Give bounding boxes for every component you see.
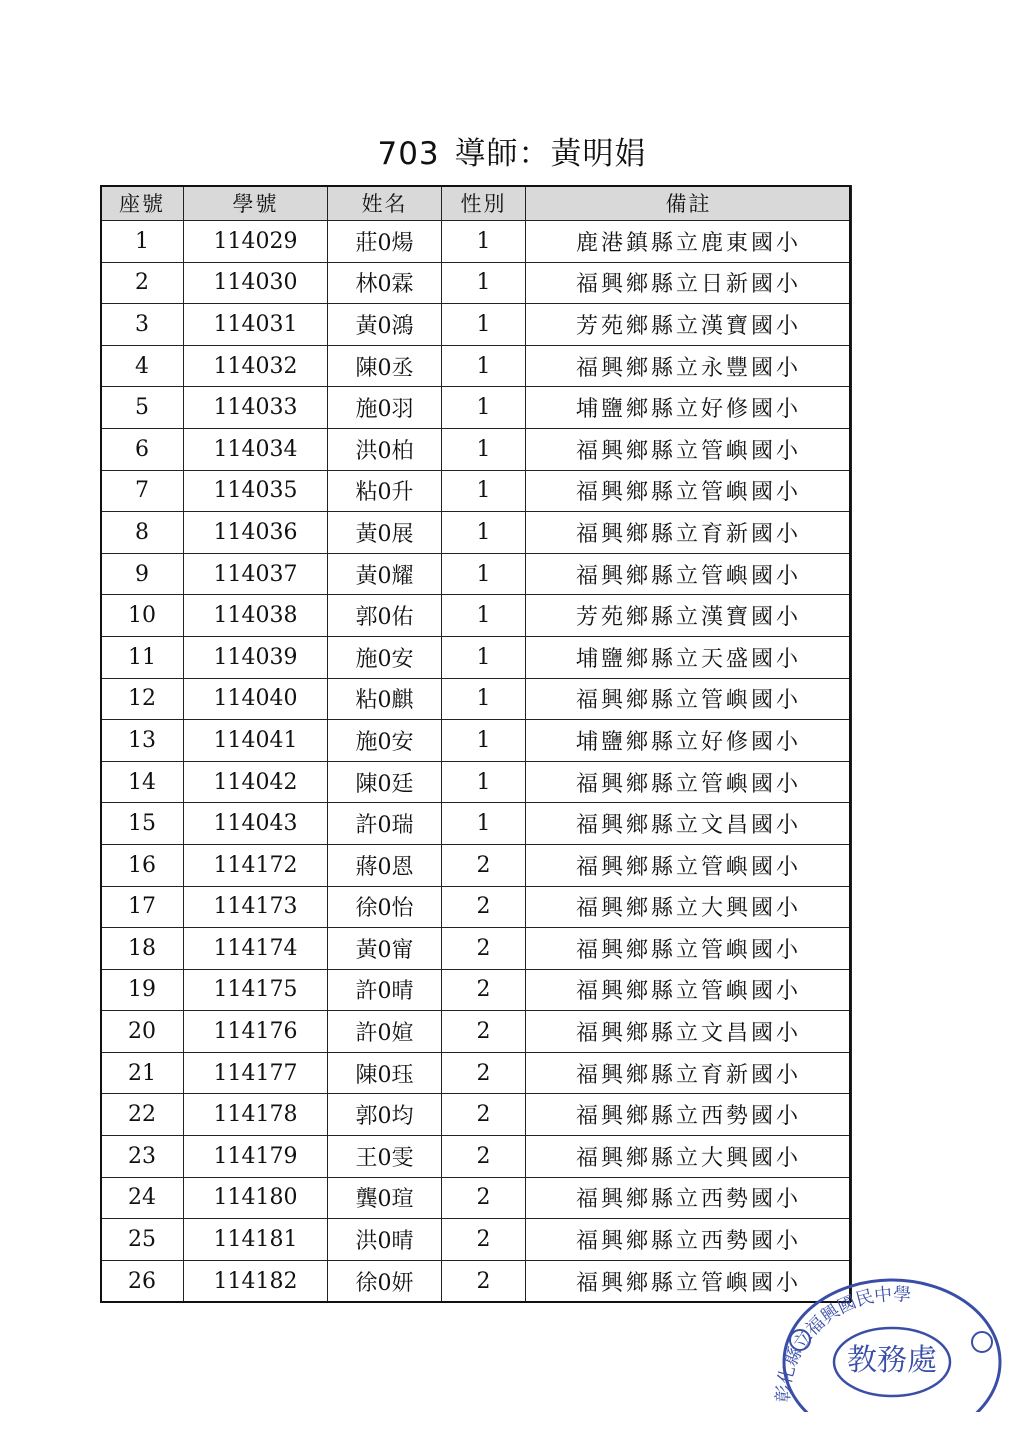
teacher-label: 導師：黃明娟 — [454, 136, 647, 172]
table-row — [101, 345, 852, 387]
gender-cell: 1 — [442, 678, 526, 720]
gender-cell: 1 — [442, 761, 526, 803]
name-cell: 施0安 — [328, 720, 442, 762]
student-id-cell: 114042 — [184, 761, 328, 803]
student-id-cell: 114040 — [184, 678, 328, 720]
seat-cell: 23 — [101, 1136, 184, 1178]
name-cell: 郭0均 — [328, 1094, 442, 1136]
note-cell: 福興鄉縣立管嶼國小 — [526, 969, 852, 1011]
header-note: 備註 — [526, 186, 852, 221]
note-cell: 福興鄉縣立大興國小 — [526, 1136, 852, 1178]
header-name: 姓名 — [328, 186, 442, 221]
student-id-cell: 114030 — [184, 262, 328, 304]
table-row — [101, 1011, 852, 1053]
gender-cell: 2 — [442, 969, 526, 1011]
table-row — [101, 387, 852, 429]
table-body — [101, 221, 852, 1302]
note-cell: 福興鄉縣立西勢國小 — [526, 1094, 852, 1136]
name-cell: 洪0柏 — [328, 428, 442, 470]
gender-cell: 2 — [442, 1219, 526, 1261]
table-row — [101, 221, 852, 263]
seat-cell: 8 — [101, 512, 184, 554]
gender-cell: 1 — [442, 428, 526, 470]
table-row — [101, 886, 852, 928]
page-title — [0, 128, 1024, 173]
seat-cell: 3 — [101, 304, 184, 346]
seat-cell: 10 — [101, 595, 184, 637]
note-cell: 福興鄉縣立日新國小 — [526, 262, 852, 304]
name-cell: 黃0展 — [328, 512, 442, 554]
student-id-cell: 114180 — [184, 1177, 328, 1219]
name-cell: 施0羽 — [328, 387, 442, 429]
gender-cell: 2 — [442, 844, 526, 886]
name-cell: 蔣0恩 — [328, 844, 442, 886]
table-row — [101, 262, 852, 304]
table-row — [101, 678, 852, 720]
note-cell: 福興鄉縣立永豐國小 — [526, 345, 852, 387]
seat-cell: 6 — [101, 428, 184, 470]
name-cell: 黃0耀 — [328, 553, 442, 595]
gender-cell: 2 — [442, 886, 526, 928]
note-cell: 芳苑鄉縣立漢寶國小 — [526, 595, 852, 637]
name-cell: 許0晴 — [328, 969, 442, 1011]
table-row — [101, 969, 852, 1011]
note-cell: 福興鄉縣立管嶼國小 — [526, 428, 852, 470]
note-cell: 鹿港鎮縣立鹿東國小 — [526, 221, 852, 263]
gender-cell: 2 — [442, 1260, 526, 1302]
seat-cell: 18 — [101, 928, 184, 970]
note-cell: 福興鄉縣立大興國小 — [526, 886, 852, 928]
seat-cell: 12 — [101, 678, 184, 720]
school-seal — [770, 1262, 1010, 1412]
seat-cell: 11 — [101, 636, 184, 678]
seat-cell: 7 — [101, 470, 184, 512]
seat-cell: 1 — [101, 221, 184, 263]
student-id-cell: 114035 — [184, 470, 328, 512]
name-cell: 黃0甯 — [328, 928, 442, 970]
note-cell: 福興鄉縣立育新國小 — [526, 1052, 852, 1094]
note-cell: 埔鹽鄉縣立好修國小 — [526, 720, 852, 762]
table-row — [101, 553, 852, 595]
name-cell: 王0雯 — [328, 1136, 442, 1178]
name-cell: 施0安 — [328, 636, 442, 678]
header-seat: 座號 — [101, 186, 184, 221]
note-cell: 芳苑鄉縣立漢寶國小 — [526, 304, 852, 346]
name-cell: 林0霖 — [328, 262, 442, 304]
header-student-id: 學號 — [184, 186, 328, 221]
student-id-cell: 114178 — [184, 1094, 328, 1136]
name-cell: 陳0丞 — [328, 345, 442, 387]
gender-cell: 2 — [442, 1136, 526, 1178]
seat-cell: 17 — [101, 886, 184, 928]
table-row — [101, 595, 852, 637]
note-cell: 埔鹽鄉縣立好修國小 — [526, 387, 852, 429]
seat-cell: 14 — [101, 761, 184, 803]
student-id-cell: 114182 — [184, 1260, 328, 1302]
note-cell: 福興鄉縣立管嶼國小 — [526, 844, 852, 886]
student-id-cell: 114176 — [184, 1011, 328, 1053]
seat-cell: 24 — [101, 1177, 184, 1219]
student-roster-table — [100, 185, 852, 1302]
gender-cell: 1 — [442, 262, 526, 304]
name-cell: 莊0煬 — [328, 221, 442, 263]
student-id-cell: 114172 — [184, 844, 328, 886]
gender-cell: 2 — [442, 928, 526, 970]
seat-cell: 20 — [101, 1011, 184, 1053]
class-number: 703 — [377, 136, 440, 172]
seat-cell: 13 — [101, 720, 184, 762]
name-cell: 龔0瑄 — [328, 1177, 442, 1219]
gender-cell: 2 — [442, 1052, 526, 1094]
note-cell: 福興鄉縣立文昌國小 — [526, 803, 852, 845]
student-id-cell: 114181 — [184, 1219, 328, 1261]
seat-cell: 21 — [101, 1052, 184, 1094]
name-cell: 郭0佑 — [328, 595, 442, 637]
gender-cell: 2 — [442, 1094, 526, 1136]
student-id-cell: 114031 — [184, 304, 328, 346]
student-id-cell: 114032 — [184, 345, 328, 387]
seat-cell: 4 — [101, 345, 184, 387]
note-cell: 福興鄉縣立管嶼國小 — [526, 678, 852, 720]
table-row — [101, 304, 852, 346]
table-row — [101, 470, 852, 512]
name-cell: 陳0珏 — [328, 1052, 442, 1094]
gender-cell: 1 — [442, 720, 526, 762]
table-row — [101, 1219, 852, 1261]
note-cell: 福興鄉縣立育新國小 — [526, 512, 852, 554]
seat-cell: 5 — [101, 387, 184, 429]
student-id-cell: 114175 — [184, 969, 328, 1011]
name-cell: 徐0妍 — [328, 1260, 442, 1302]
gender-cell: 1 — [442, 470, 526, 512]
student-id-cell: 114177 — [184, 1052, 328, 1094]
seal-ring-path: 彰化縣立福興國民中學 — [772, 1283, 912, 1404]
note-cell: 福興鄉縣立管嶼國小 — [526, 761, 852, 803]
name-cell: 陳0廷 — [328, 761, 442, 803]
gender-cell: 1 — [442, 595, 526, 637]
table-row — [101, 636, 852, 678]
note-cell: 福興鄉縣立管嶼國小 — [526, 470, 852, 512]
student-id-cell: 114173 — [184, 886, 328, 928]
gender-cell: 1 — [442, 803, 526, 845]
name-cell: 粘0麒 — [328, 678, 442, 720]
student-id-cell: 114043 — [184, 803, 328, 845]
table-row — [101, 1177, 852, 1219]
table-row — [101, 1094, 852, 1136]
note-cell: 福興鄉縣立管嶼國小 — [526, 1260, 852, 1302]
student-id-cell: 114037 — [184, 553, 328, 595]
gender-cell: 1 — [442, 387, 526, 429]
name-cell: 黃0鴻 — [328, 304, 442, 346]
student-id-cell: 114041 — [184, 720, 328, 762]
student-id-cell: 114174 — [184, 928, 328, 970]
header-gender: 性別 — [442, 186, 526, 221]
student-id-cell: 114179 — [184, 1136, 328, 1178]
table-row — [101, 1052, 852, 1094]
gender-cell: 2 — [442, 1177, 526, 1219]
name-cell: 許0媗 — [328, 1011, 442, 1053]
student-id-cell: 114039 — [184, 636, 328, 678]
table-row — [101, 928, 852, 970]
seat-cell: 2 — [101, 262, 184, 304]
table-row — [101, 803, 852, 845]
note-cell: 福興鄉縣立西勢國小 — [526, 1177, 852, 1219]
name-cell: 許0瑞 — [328, 803, 442, 845]
seat-cell: 22 — [101, 1094, 184, 1136]
gender-cell: 1 — [442, 512, 526, 554]
student-id-cell: 114038 — [184, 595, 328, 637]
table-row — [101, 720, 852, 762]
gender-cell: 1 — [442, 304, 526, 346]
student-id-cell: 114034 — [184, 428, 328, 470]
note-cell: 福興鄉縣立文昌國小 — [526, 1011, 852, 1053]
gender-cell: 2 — [442, 1011, 526, 1053]
seat-cell: 15 — [101, 803, 184, 845]
note-cell: 福興鄉縣立管嶼國小 — [526, 928, 852, 970]
gender-cell: 1 — [442, 636, 526, 678]
note-cell: 福興鄉縣立西勢國小 — [526, 1219, 852, 1261]
seal-center-text: 教務處 — [847, 1343, 937, 1378]
student-id-cell: 114033 — [184, 387, 328, 429]
seat-cell: 9 — [101, 553, 184, 595]
table-header-row — [101, 186, 852, 221]
student-id-cell: 114036 — [184, 512, 328, 554]
seat-cell: 16 — [101, 844, 184, 886]
table-row — [101, 844, 852, 886]
gender-cell: 1 — [442, 345, 526, 387]
table-row — [101, 1136, 852, 1178]
name-cell: 粘0升 — [328, 470, 442, 512]
table-row — [101, 761, 852, 803]
seat-cell: 19 — [101, 969, 184, 1011]
gender-cell: 1 — [442, 221, 526, 263]
table-row — [101, 1260, 852, 1302]
name-cell: 洪0晴 — [328, 1219, 442, 1261]
note-cell: 福興鄉縣立管嶼國小 — [526, 553, 852, 595]
gender-cell: 1 — [442, 553, 526, 595]
table-row — [101, 428, 852, 470]
name-cell: 徐0怡 — [328, 886, 442, 928]
note-cell: 埔鹽鄉縣立天盛國小 — [526, 636, 852, 678]
student-id-cell: 114029 — [184, 221, 328, 263]
table-row — [101, 512, 852, 554]
seat-cell: 25 — [101, 1219, 184, 1261]
seat-cell: 26 — [101, 1260, 184, 1302]
